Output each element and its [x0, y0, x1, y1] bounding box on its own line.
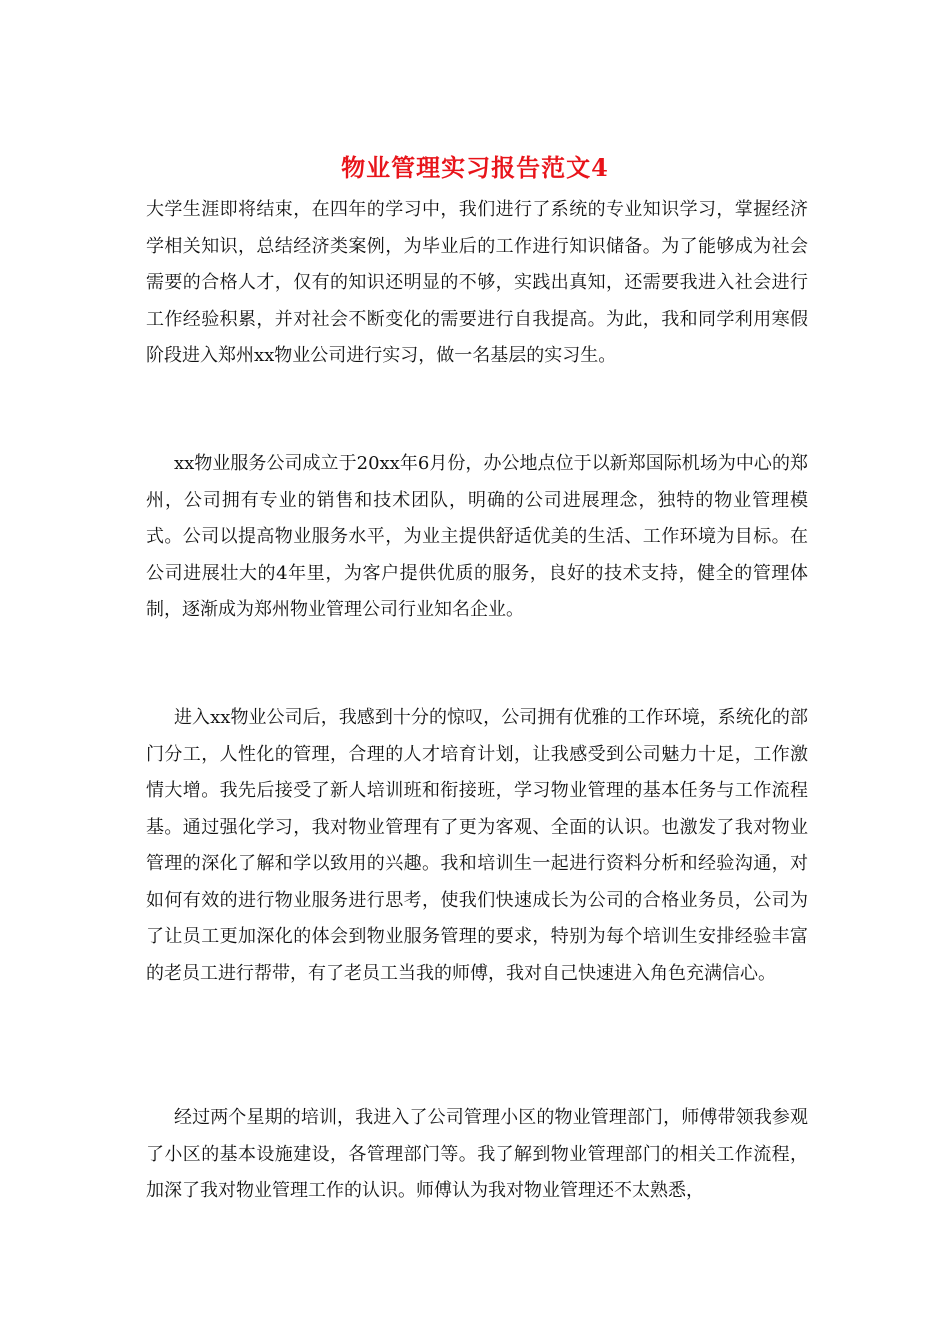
paragraph-department: 经过两个星期的培训，我进入了公司管理小区的物业管理部门，师傅带领我参观了小区的基本设施建设，各管理部门等。我了解到物业管理部门的相关工作流程，加深了我对物业管理工作的认识。师傅认为我对物业管理还不太熟悉， — [146, 1107, 808, 1201]
document-title: 物业管理实习报告范文4 — [341, 153, 609, 182]
paragraph-company-profile: xx物业服务公司成立于20xx年6月份，办公地点位于以新郑国际机场为中心的郑州，公司拥有专业的销售和技术团队，明确的公司进展理念，独特的物业管理模式。公司以提高物业服务水平，为业主提供舒适优美的生活、工作环境为目标。在公司进展壮大的4年里，为客户提供优质的服务，良好的技术支持，健全的管理体制，逐渐成为郑州物业管理公司行业知名企业。 — [146, 453, 808, 620]
paragraph-intro: 大学生涯即将结束，在四年的学习中，我们进行了系统的专业知识学习，掌握经济学相关知识，总结经济类案例，为毕业后的工作进行知识储备。为了能够成为社会需要的合格人才，仅有的知识还明显的不够，实践出真知，还需要我进入社会进行工作经验积累，并对社会不断变化的需要进行自我提高。为此，我和同学利用寒假阶段进入郑州xx物业公司进行实习，做一名基层的实习生。 — [146, 199, 808, 366]
paragraph-training: 进入xx物业公司后，我感到十分的惊叹，公司拥有优雅的工作环境，系统化的部门分工，人性化的管理，合理的人才培育计划，让我感受到公司魅力十足，工作激情大增。我先后接受了新人培训班和衔接班，学习物业管理的基本任务与工作流程基。通过强化学习，我对物业管理有了更为客观、全面的认识。也激发了我对物业管理的深化了解和学以致用的兴趣。我和培训生一起进行资料分析和经验沟通，对如何有效的进行物业服务进行思考，使我们快速成长为公司的合格业务员，公司为了让员工更加深化的体会到物业服务管理的要求，特别为每个培训生安排经验丰富的老员工进行帮带，有了老员工当我的师傅，我对自己快速进入角色充满信心。 — [146, 707, 808, 984]
